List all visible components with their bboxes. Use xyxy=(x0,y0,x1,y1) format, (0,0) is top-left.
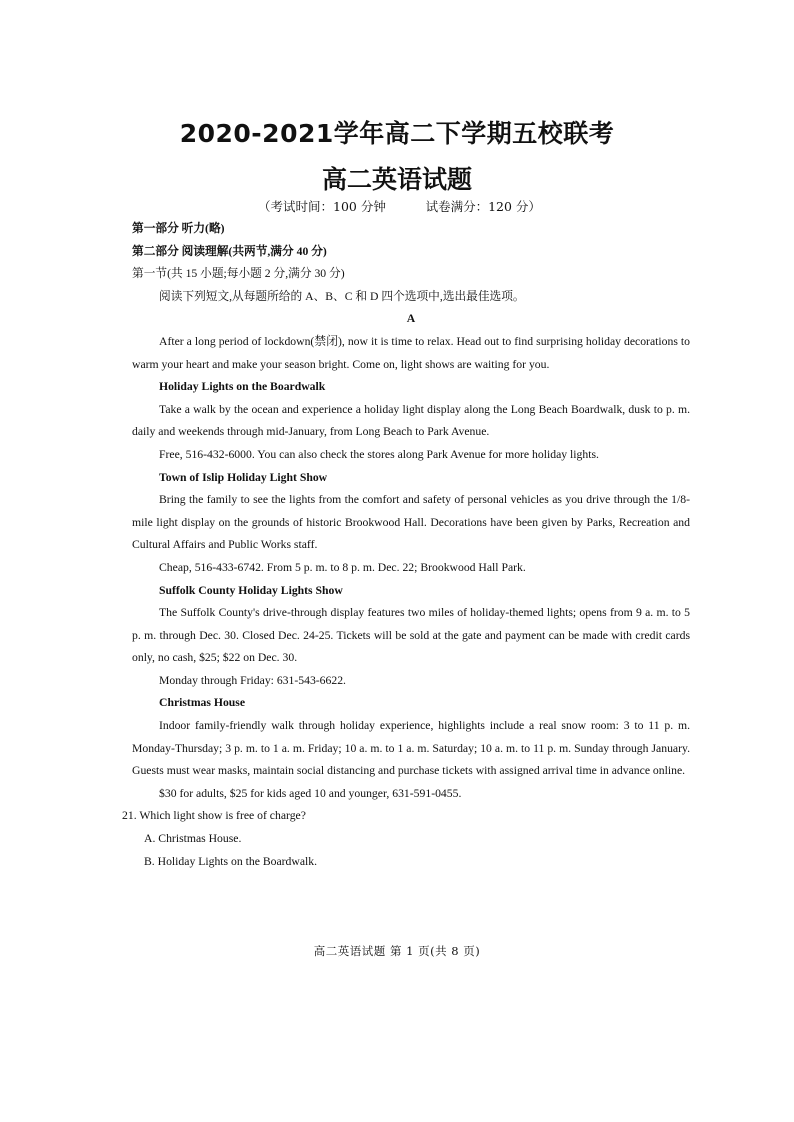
exam-title: 2020-2021学年高二下学期五校联考 xyxy=(179,119,615,148)
item-body: The Suffolk County's drive-through display features two miles of holiday-themed lights; opens from 9 a. m. to 5 p. m. through Dec. 30. Closed Dec. 24-25. Tickets will be sold at the gate and payment can be made with credit cards only, no cash, $25; $22 on Dec. 30. xyxy=(132,606,690,665)
part1-heading: 第一部分 听力(略) xyxy=(132,222,225,235)
item-heading: Town of Islip Holiday Light Show xyxy=(159,470,328,484)
item-body: Bring the family to see the lights from the comfort and safety of personal vehicles as you drive through the 1/8-mile light display on the grounds of historic Brookwood Hall. Decorations have been given by Parks, Recreation and Cultural Affairs and Public Works staff. xyxy=(132,493,690,552)
item-body: Take a walk by the ocean and experience a holiday light display along the Long Beach Boardwalk, dusk to p. m. daily and weekends through mid-January, from Long Beach to Park Avenue. xyxy=(132,402,690,439)
passage-intro: After a long period of lockdown(禁闭), now it is time to relax. Head out to find surprising holiday decorations to warm your heart and make your season bright. Come on, light shows are waiting for you. xyxy=(132,334,690,371)
exam-info: （考试时间：100 分钟 试卷满分：120 分） xyxy=(258,199,541,214)
question-option: A. Christmas House. xyxy=(144,832,242,846)
item-info: Monday through Friday: 631-543-6622. xyxy=(159,673,346,687)
item-info: $30 for adults, $25 for kids aged 10 and younger, 631-591-0455. xyxy=(159,786,462,800)
instruction: 阅读下列短文,从每题所给的 A、B、C 和 D 四个选项中,选出最佳选项。 xyxy=(159,289,525,303)
passage-label: A xyxy=(406,312,416,326)
part2-heading: 第二部分 阅读理解(共两节,满分 40 分) xyxy=(132,244,327,258)
question-option: B. Holiday Lights on the Boardwalk. xyxy=(144,854,318,868)
item-heading: Christmas House xyxy=(159,696,246,710)
question-text: 21. Which light show is free of charge? xyxy=(122,809,306,823)
exam-content xyxy=(122,218,690,873)
item-heading: Holiday Lights on the Boardwalk xyxy=(159,380,326,394)
item-info: Free, 516-432-6000. You can also check the stores along Park Avenue for more holiday lights. xyxy=(159,447,599,461)
page-footer: 高二英语试题 第 1 页(共 8 页) xyxy=(313,944,481,958)
section1-heading: 第一节(共 15 小题;每小题 2 分,满分 30 分) xyxy=(132,267,345,281)
item-body: Indoor family-friendly walk through holiday experience, highlights include a real snow room: 3 to 11 p. m. Monday-Thursday; 3 p. m. to 1 a. m. Friday; 10 a. m. to 1 a. m. Saturday; 10 a. m. to 11 p. m. Sunday through January. Guests must wear masks, maintain social distancing and purchase tickets with assigned arrival time in advance online. xyxy=(132,719,690,778)
item-heading: Suffolk County Holiday Lights Show xyxy=(159,583,343,597)
exam-subtitle: 高二英语试题 xyxy=(321,165,472,194)
item-info: Cheap, 516-433-6742. From 5 p. m. to 8 p. m. Dec. 22; Brookwood Hall Park. xyxy=(159,560,526,574)
